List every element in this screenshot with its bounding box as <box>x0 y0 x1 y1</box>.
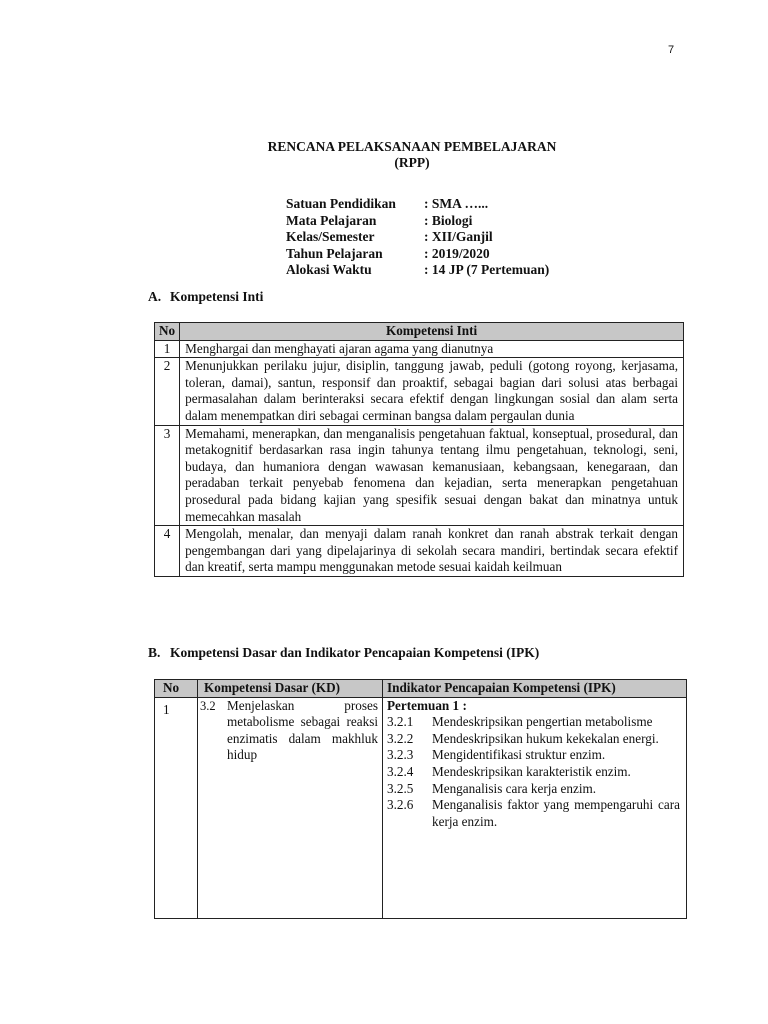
table-row <box>155 358 684 425</box>
kd-code: 3.2 <box>200 698 216 713</box>
identity-row <box>286 229 549 246</box>
indicator-code: 3.2.5 <box>387 780 414 796</box>
indicator-code: 3.2.6 <box>387 797 414 813</box>
row-number: 1 <box>155 697 198 918</box>
indicator-text: Mendeskripsikan pengertian metabolisme <box>432 714 653 730</box>
row-number: 4 <box>155 526 180 577</box>
title-line-2: (RPP) <box>394 155 430 170</box>
identity-label: Kelas/Semester <box>286 229 375 245</box>
identity-value: : 14 JP (7 Pertemuan) <box>424 262 550 278</box>
indicator-code: 3.2.1 <box>387 714 414 730</box>
list-item <box>387 781 680 798</box>
identity-label: Alokasi Waktu <box>286 262 372 278</box>
column-header-no: No <box>155 680 198 698</box>
meeting-heading: Pertemuan 1 : <box>387 697 467 713</box>
indicator-code: 3.2.4 <box>387 763 414 779</box>
section-a-heading <box>148 289 263 305</box>
column-header-no: No <box>155 323 180 341</box>
list-item <box>387 714 680 731</box>
indicator-code: 3.2.2 <box>387 730 414 746</box>
indicator-text: Mendeskripsikan hukum kekekalan energi. <box>432 730 659 746</box>
column-header-ki: Kompetensi Inti <box>180 323 684 341</box>
section-a-title: Kompetensi Inti <box>170 289 264 304</box>
indicator-code: 3.2.3 <box>387 747 414 763</box>
table-header-row <box>155 680 687 698</box>
table-header-row <box>155 323 684 341</box>
kd-item <box>200 698 378 764</box>
indicator-text: Menganalisis faktor yang mempengaruhi cara kerja enzim. <box>432 797 680 829</box>
identity-value: : SMA …... <box>424 196 489 211</box>
ipk-cell <box>383 697 687 918</box>
section-a-letter: A. <box>148 289 162 304</box>
row-text: Menghargai dan menghayati ajaran agama yang dianutnya <box>180 340 684 358</box>
identity-value: : 2019/2020 <box>424 245 490 261</box>
row-number: 2 <box>155 358 180 425</box>
column-header-ipk: Indikator Pencapaian Kompetensi (IPK) <box>383 680 687 698</box>
identity-block <box>286 196 549 279</box>
table-row <box>155 340 684 358</box>
kompetensi-inti-table <box>154 322 684 577</box>
indicator-text: Menganalisis cara kerja enzim. <box>432 780 597 796</box>
section-b-title: Kompetensi Dasar dan Indikator Pencapaian Kompetensi (IPK) <box>170 645 540 660</box>
identity-label: Tahun Pelajaran <box>286 245 383 261</box>
section-b-heading <box>148 645 539 661</box>
identity-row <box>286 213 549 230</box>
identity-label: Satuan Pendidikan <box>286 196 396 211</box>
identity-value: : Biologi <box>424 212 473 228</box>
list-item <box>387 731 680 748</box>
row-number: 1 <box>155 340 180 358</box>
column-header-kd: Kompetensi Dasar (KD) <box>198 680 383 698</box>
table-row <box>155 425 684 526</box>
identity-label: Mata Pelajaran <box>286 212 377 228</box>
section-b-letter: B. <box>148 645 161 660</box>
list-item <box>387 764 680 781</box>
list-item <box>387 797 680 830</box>
identity-value: : XII/Ganjil <box>424 229 493 245</box>
identity-row <box>286 196 549 213</box>
table-row <box>155 526 684 577</box>
kompetensi-dasar-table <box>154 679 687 919</box>
row-text: Memahami, menerapkan, dan menganalisis pengetahuan faktual, konseptual, prosedural, dan metakognitif berdasarkan rasa ingin tahunya tentang ilmu pengetahuan, teknologi, seni, budaya, dan humaniora dengan wawasan kemanusiaan, kebangsaan, kenegaraan, dan peradaban terkait penyebab fenomena dan kejadian, serta menerapkan pengetahuan prosedural pada bidang kajian yang spesifik sesuai dengan bakat dan minatnya untuk memecahkan masalah <box>180 425 684 526</box>
row-text: Mengolah, menalar, dan menyaji dalam ranah konkret dan ranah abstrak terkait dengan pengembangan dari yang dipelajarinya di sekolah secara mandiri, bertindak secara efektif dan kreatif, serta mampu menggunakan metode sesuai kaidah keilmuan <box>180 526 684 577</box>
list-item <box>387 747 680 764</box>
row-text: Menunjukkan perilaku jujur, disiplin, tanggung jawab, peduli (gotong royong, kerjasama, toleran, damai), santun, responsif dan proaktif, sebagai bagian dari solusi atas berbagai permasalahan dalam berinteraksi secara efektif dengan lingkungan sosial dan alam serta dalam menempatkan diri sebagai cerminan bangsa dalam pergaulan dunia <box>180 358 684 425</box>
row-number: 3 <box>155 425 180 526</box>
identity-row <box>286 262 549 279</box>
document-title <box>0 139 768 171</box>
page-number: 7 <box>668 44 675 56</box>
indicator-text: Mengidentifikasi struktur enzim. <box>432 747 606 763</box>
identity-row <box>286 246 549 263</box>
kd-text: Menjelaskan proses metabolisme sebagai reaksi enzimatis dalam makhluk hidup <box>227 697 378 763</box>
table-row <box>155 697 687 918</box>
indicator-text: Mendeskripsikan karakteristik enzim. <box>432 763 631 779</box>
title-line-1: RENCANA PELAKSANAAN PEMBELAJARAN <box>267 139 557 154</box>
kd-cell <box>198 697 383 918</box>
